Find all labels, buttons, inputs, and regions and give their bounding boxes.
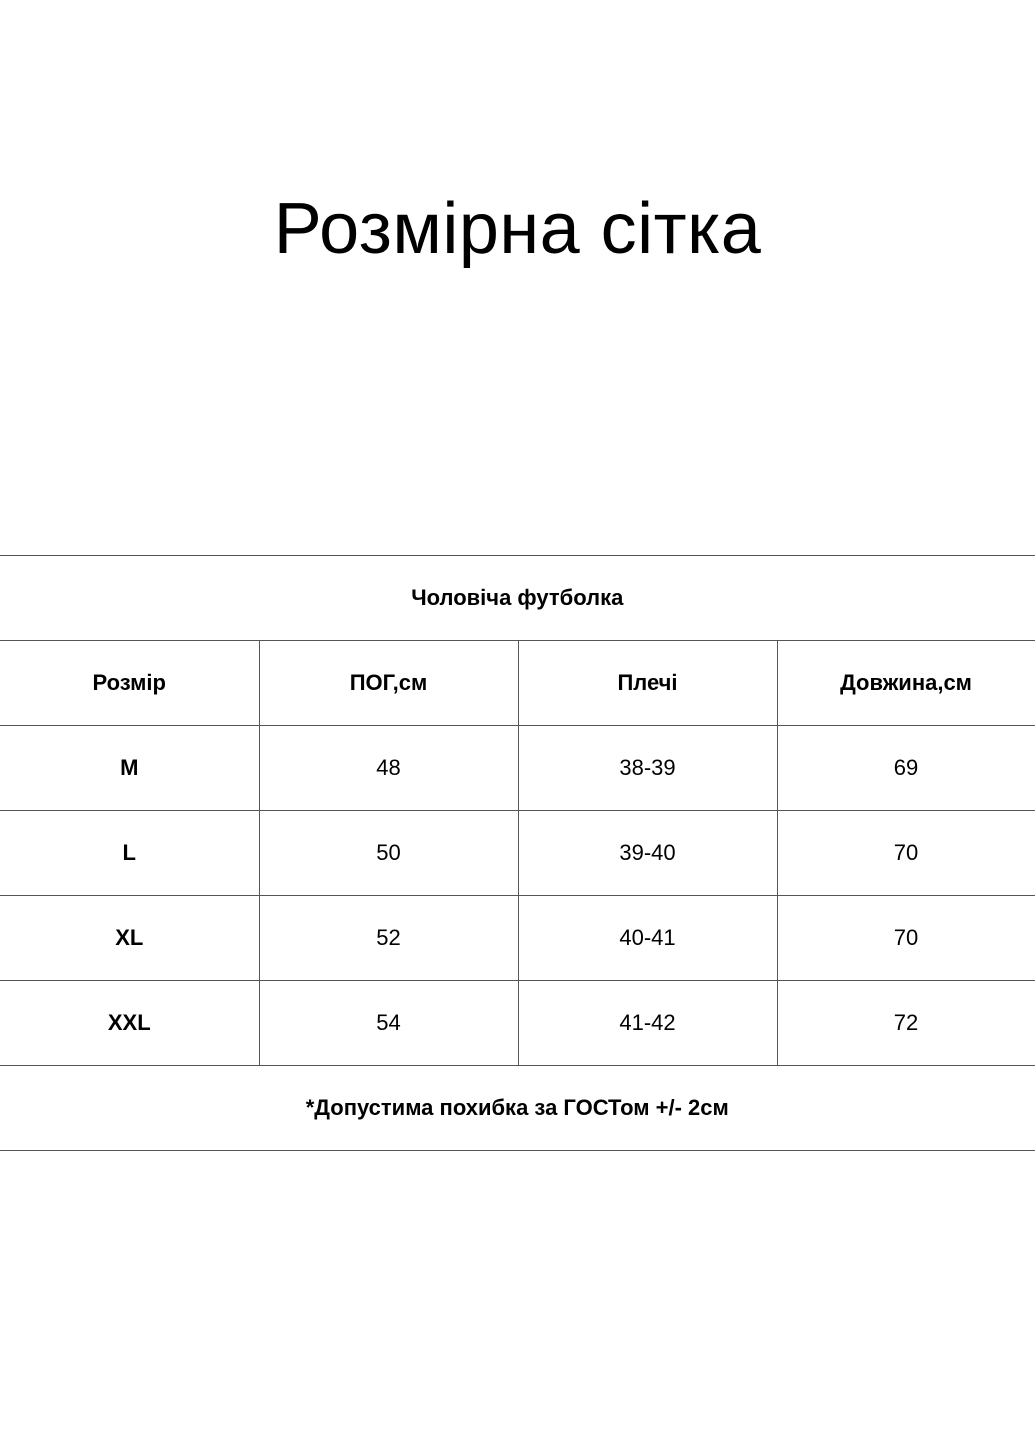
cell-shoulders: 39-40: [518, 811, 777, 896]
table-row: [0, 726, 1035, 811]
table-row: [0, 896, 1035, 981]
cell-shoulders: 41-42: [518, 981, 777, 1066]
cell-chest: 52: [259, 896, 518, 981]
cell-size: L: [0, 811, 259, 896]
cell-size: M: [0, 726, 259, 811]
cell-length: 70: [777, 896, 1035, 981]
table-note-row: [0, 1066, 1035, 1151]
cell-length: 69: [777, 726, 1035, 811]
size-chart-table: [0, 555, 1035, 1151]
cell-size: XL: [0, 896, 259, 981]
cell-chest: 50: [259, 811, 518, 896]
cell-size: XXL: [0, 981, 259, 1066]
page-title: Розмірна сітка: [273, 189, 762, 269]
table-header-row: [0, 641, 1035, 726]
cell-chest: 54: [259, 981, 518, 1066]
cell-length: 70: [777, 811, 1035, 896]
table-caption-row: [0, 556, 1035, 641]
table-row: [0, 811, 1035, 896]
header-shoulders: Плечі: [518, 641, 777, 726]
header-chest: ПОГ,см: [259, 641, 518, 726]
cell-length: 72: [777, 981, 1035, 1066]
cell-shoulders: 38-39: [518, 726, 777, 811]
tolerance-note: *Допустима похибка за ГОСТом +/- 2см: [0, 1066, 1035, 1151]
table-caption: Чоловіча футболка: [0, 556, 1035, 641]
header-size: Розмір: [0, 641, 259, 726]
table-row: [0, 981, 1035, 1066]
cell-shoulders: 40-41: [518, 896, 777, 981]
cell-chest: 48: [259, 726, 518, 811]
header-length: Довжина,см: [777, 641, 1035, 726]
